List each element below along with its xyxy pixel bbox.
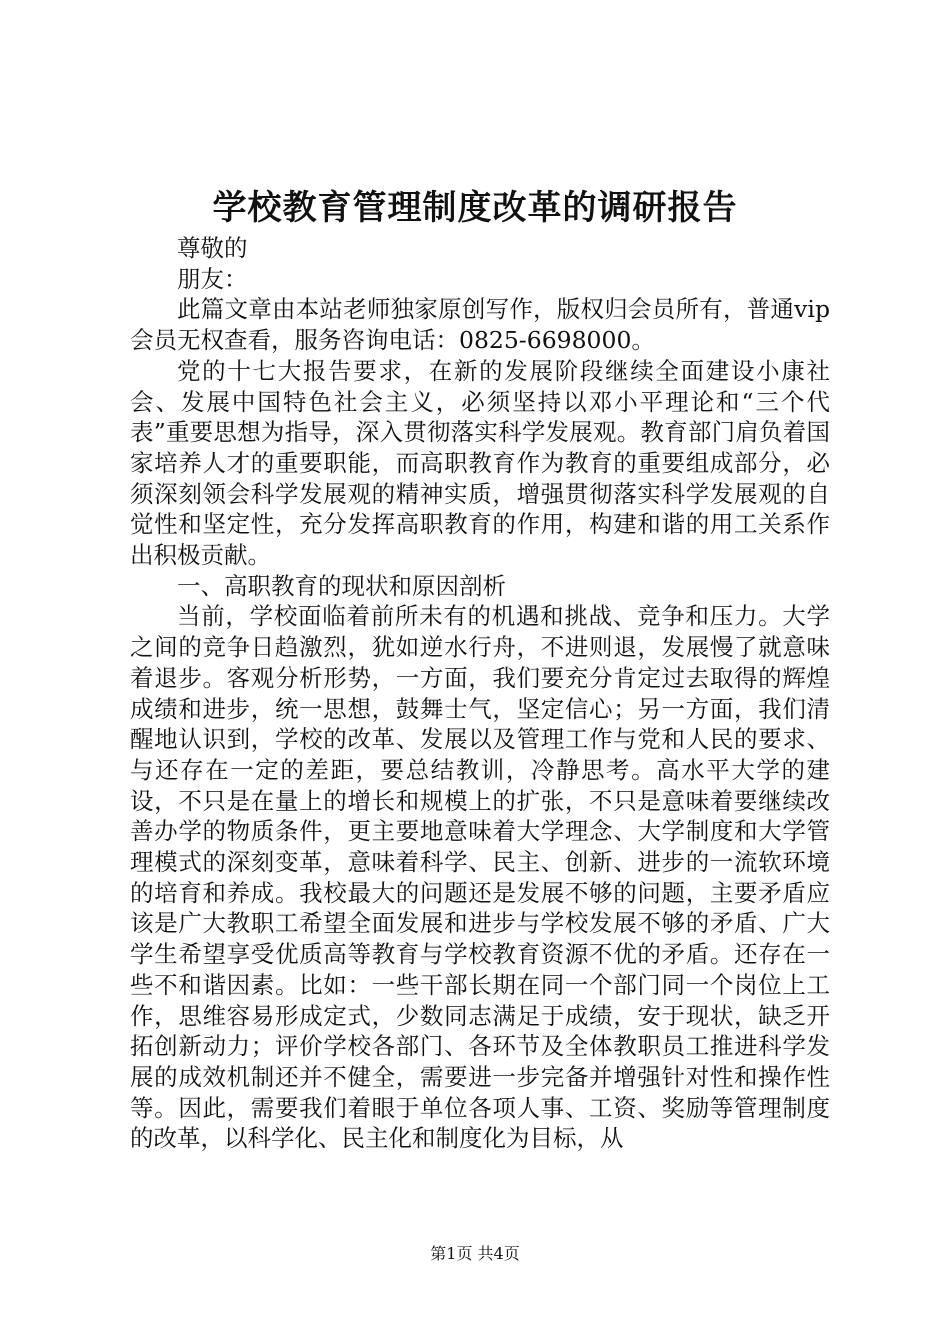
page-number: 第1页 共4页 — [430, 1244, 520, 1263]
body-paragraph: 党的十七大报告要求，在新的发展阶段继续全面建设小康社会、发展中国特色社会主义，必须坚持以邓小平理论和“三个代表”重要思想为指导，深入贯彻落实科学发展观。教育部门肩负着国家培养人才的重要职能，而高职教育作为教育的重要组成部分，必须深刻领会科学发展观的精神实质，增强贯彻落实科学发展观的自觉性和坚定性，充分发挥高职教育的作用，构建和谐的用工关系作出积极贡献。 — [130, 356, 830, 570]
body-paragraph: 此篇文章由本站老师独家原创写作，版权归会员所有，普通vip会员无权查看，服务咨询电话：0825-6698000。 — [130, 295, 830, 355]
body-paragraph: 当前，学校面临着前所未有的机遇和挑战、竞争和压力。大学之间的竞争日趋激烈，犹如逆水行舟，不进则退，发展慢了就意味着退步。客观分析形势，一方面，我们要充分肯定过去取得的辉煌成绩和进步，统一思想，鼓舞士气，坚定信心；另一方面，我们清醒地认识到，学校的改革、发展以及管理工作与党和人民的要求、与还存在一定的差距，要总结教训，冷静思考。高水平大学的建设，不只是在量上的增长和规模上的扩张，不只是意味着要继续改善办学的物质条件，更主要地意味着大学理念、大学制度和大学管理模式的深刻变革，意味着科学、民主、创新、进步的一流软环境的培育和养成。我校最大的问题还是发展不够的问题，主要矛盾应该是广大教职工希望全面发展和进步与学校发展不够的矛盾、广大学生希望享受优质高等教育与学校教育资源不优的矛盾。还存在一些不和谐因素。比如：一些干部长期在同一个部门同一个岗位上工作，思维容易形成定式，少数同志满足于成绩，安于现状，缺乏开拓创新动力；评价学校各部门、各环节及全体教职员工推进科学发展的成效机制还并不健全，需要进一步完备并增强针对性和操作性等。因此，需要我们着眼于单位各项人事、工资、奖励等管理制度的改革，以科学化、民主化和制度化为目标，从 — [130, 602, 830, 1153]
document-body — [130, 233, 830, 1154]
greeting-line: 朋友： — [177, 264, 248, 293]
section-heading: 一、高职教育的现状和原因剖析 — [177, 571, 506, 600]
document-title: 学校教育管理制度改革的调研报告 — [212, 188, 738, 228]
greeting-line: 尊敬的 — [177, 234, 248, 262]
